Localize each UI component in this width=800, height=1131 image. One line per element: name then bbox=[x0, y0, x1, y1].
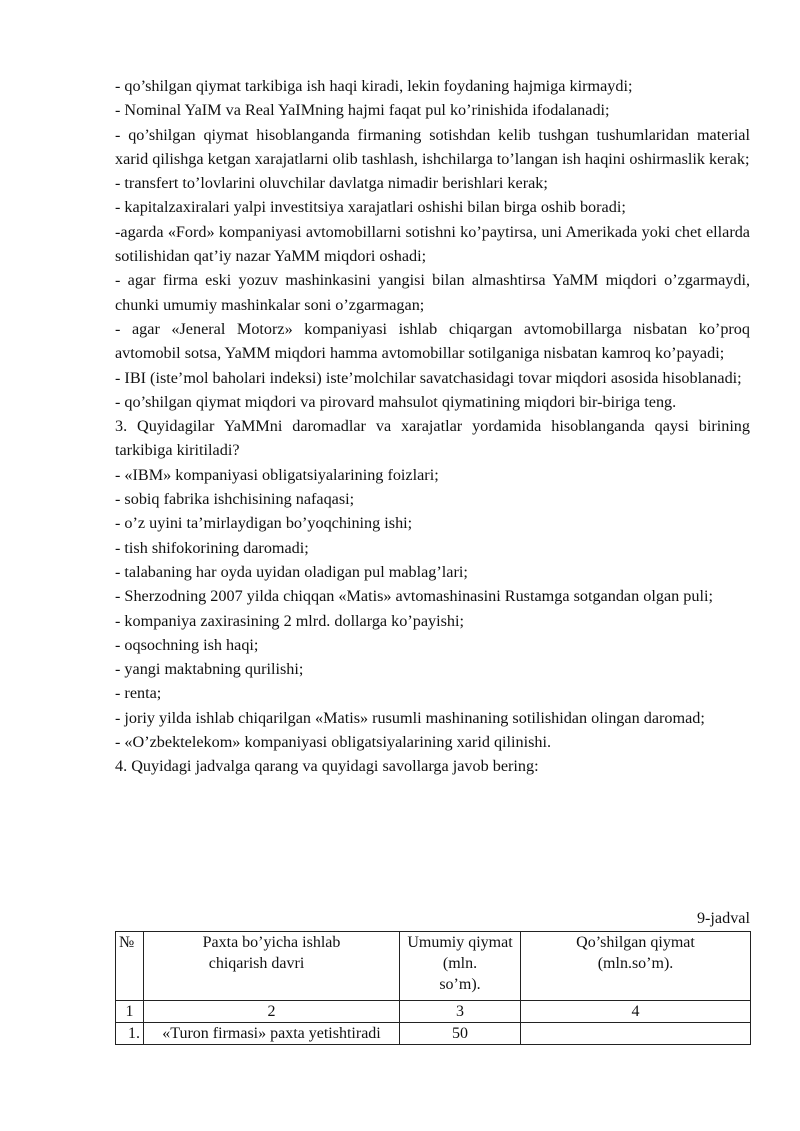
header-period: Paxta bo’yicha ishlab chiqarish davri bbox=[144, 932, 400, 1001]
paragraph: - qo’shilgan qiymat miqdori va pirovard mahsulot qiymatining miqdori bir-biriga teng. bbox=[115, 392, 677, 411]
list-item: - Sherzodning 2007 yilda chiqqan «Matis» avtomashinasini Rustamga sotgandan olgan puli; bbox=[115, 587, 713, 606]
list-item: - kompaniya zaxirasining 2 mlrd. dollarga ko’payishi; bbox=[115, 611, 465, 630]
header-num: № bbox=[116, 932, 144, 1001]
paragraph: - qo’shilgan qiymat hisoblanganda firmaning sotishdan kelib tushgan tushumlaridan material xarid qilishga ketgan xarajatlarni olib tashlash, ishchilarga to’langan ish haqini oshirmaslik kerak; bbox=[115, 125, 750, 168]
list-item: - joriy yilda ishlab chiqarilgan «Matis» rusumli mashinaning sotilishidan olingan daromad; bbox=[115, 708, 705, 727]
paragraph: - agar «Jeneral Motorz» kompaniyasi ishlab chiqargan avtomobillarga nisbatan ko’proq avtomobil sotsa, YaMM miqdori hamma avtomobillar sotilganiga nisbatan kamroq ko’payadi; bbox=[115, 319, 750, 363]
list-item: - yangi maktabning qurilishi; bbox=[115, 660, 304, 679]
row-num: 1. bbox=[116, 1023, 144, 1045]
list-item: - «O’zbektelekom» kompaniyasi obligatsiyalarining xarid qilinishi. bbox=[115, 733, 552, 752]
table-header-row bbox=[116, 932, 751, 1001]
list-item: - renta; bbox=[115, 684, 162, 703]
data-table bbox=[115, 931, 751, 1045]
row-total: 50 bbox=[400, 1023, 521, 1045]
index-cell: 2 bbox=[144, 1001, 400, 1023]
question-heading: 4. Quyidagi jadvalga qarang va quyidagi savollarga javob bering: bbox=[115, 757, 539, 776]
header-added: Qo’shilgan qiymat (mln.so’m). bbox=[521, 932, 751, 1001]
list-item: - sobiq fabrika ishchisining nafaqasi; bbox=[115, 490, 355, 509]
paragraph: - transfert to’lovlarini oluvchilar davlatga nimadir berishlari kerak; bbox=[115, 174, 548, 193]
list-item: - «IBM» kompaniyasi obligatsiyalarining foizlari; bbox=[115, 465, 439, 484]
paragraph: - agar firma eski yozuv mashinkasini yangisi bilan almashtirsa YaMM miqdori o’zgarmaydi, chunki umumiy mashinkalar soni o’zgarmagan; bbox=[115, 271, 750, 314]
document-body bbox=[115, 74, 750, 779]
index-cell: 3 bbox=[400, 1001, 521, 1023]
paragraph: - qo’shilgan qiymat tarkibiga ish haqi kiradi, lekin foydaning hajmiga kirmaydi; bbox=[115, 77, 633, 95]
list-item: - tish shifokorining daromadi; bbox=[115, 538, 309, 557]
list-item: - o’z uyini ta’mirlaydigan bo’yoqchining ishi; bbox=[115, 514, 413, 533]
table-index-row bbox=[116, 1001, 751, 1023]
index-cell: 1 bbox=[116, 1001, 144, 1023]
list-item: - talabaning har oyda uyidan oladigan pul mablag’lari; bbox=[115, 562, 468, 581]
table-caption: 9-jadval bbox=[696, 909, 750, 927]
index-cell: 4 bbox=[521, 1001, 751, 1023]
row-added bbox=[521, 1023, 751, 1045]
header-total: Umumiy qiymat (mln. so’m). bbox=[400, 932, 521, 1001]
table-row bbox=[116, 1023, 751, 1045]
paragraph: - kapitalzaxiralari yalpi investitsiya xarajatlari oshishi bilan birga oshib boradi; bbox=[115, 198, 626, 217]
paragraph: -agarda «Ford» kompaniyasi avtomobillarni sotishni ko’paytirsa, uni Amerikada yoki chet ellarda sotilishidan qat’iy nazar YaMM miqdori oshadi; bbox=[115, 222, 750, 266]
list-item: - oqsochning ish haqi; bbox=[115, 635, 259, 654]
paragraph: - Nominal YaIM va Real YaIMning hajmi faqat pul ko’rinishida ifodalanadi; bbox=[115, 101, 610, 120]
question-heading: 3. Quyidagilar YaMMni daromadlar va xarajatlar yordamida hisoblanganda qaysi birining tarkibiga kiritiladi? bbox=[115, 417, 750, 460]
paragraph: - IBI (iste’mol baholari indeksi) iste’molchilar savatchasidagi tovar miqdori asosida hisoblanadi; bbox=[115, 368, 742, 387]
row-period: «Turon firmasi» paxta yetishtiradi bbox=[144, 1023, 400, 1045]
